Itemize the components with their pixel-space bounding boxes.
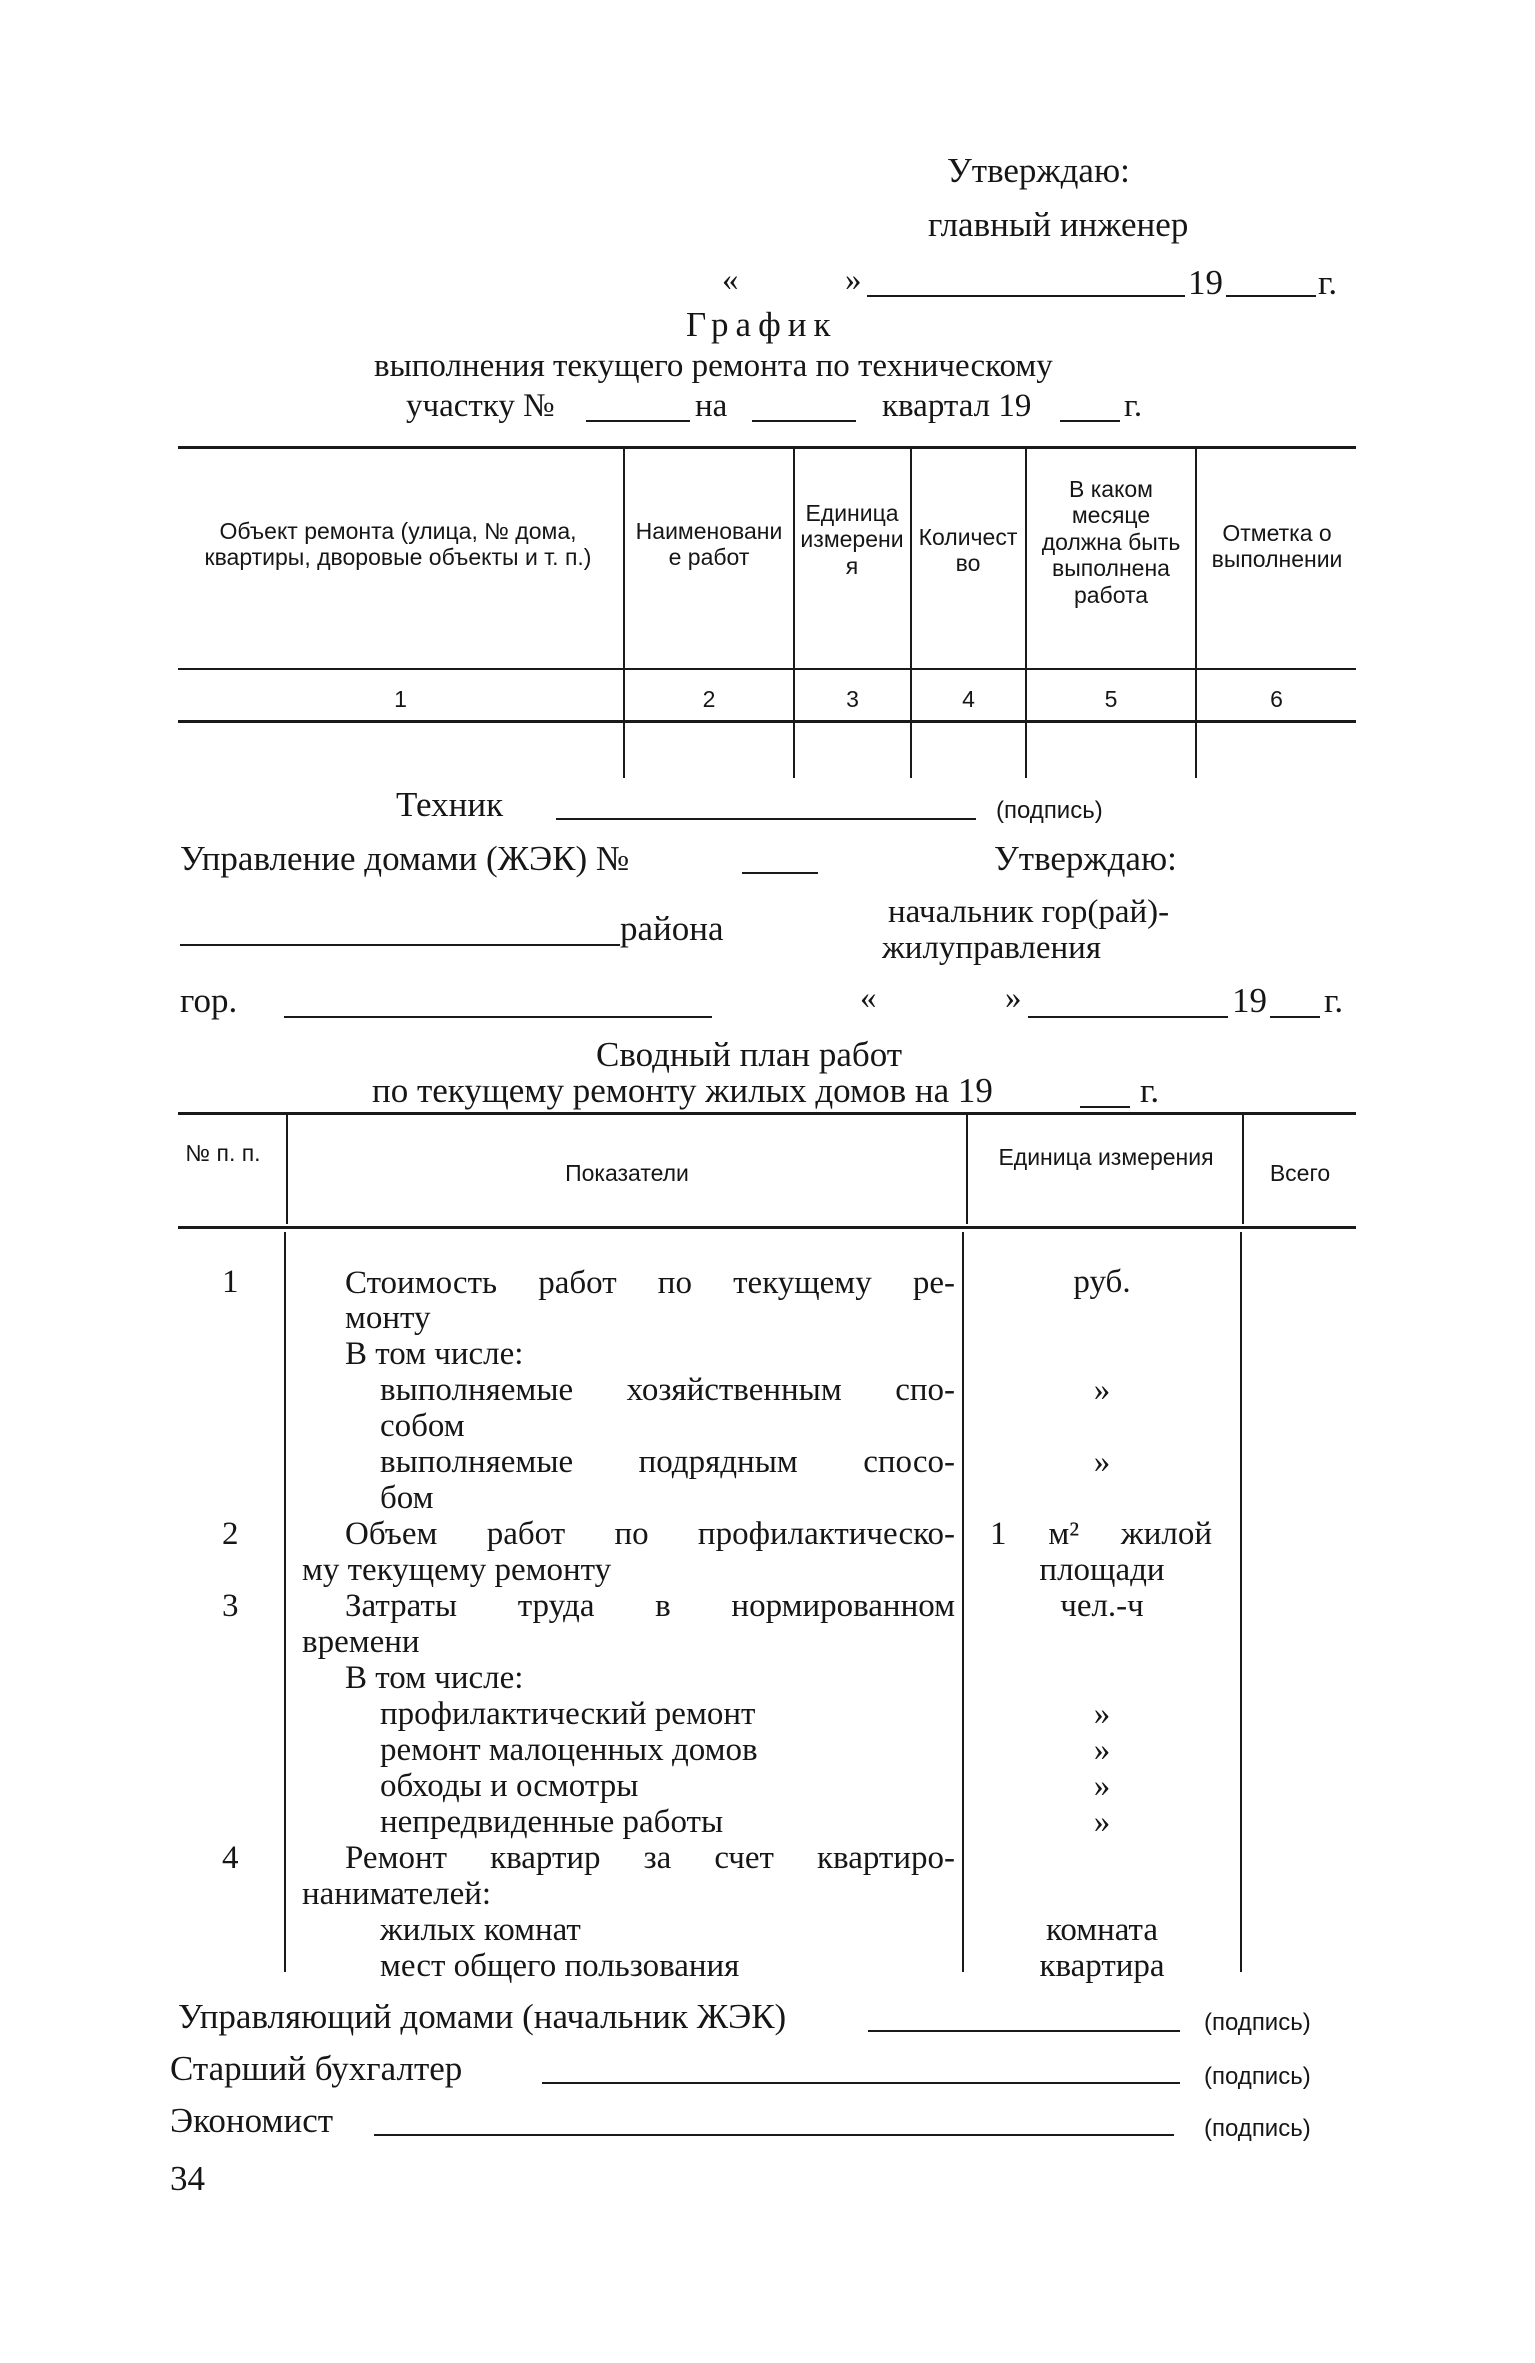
schedule-col-divider: [623, 448, 625, 778]
quarter-blank[interactable]: [752, 420, 856, 422]
manager-signature-blank[interactable]: [868, 2030, 1180, 2032]
row-unit: руб.: [1073, 1264, 1131, 1300]
row-text: нанимателей:: [302, 1876, 492, 1912]
schedule-col-divider: [793, 448, 795, 778]
summary-header-indicators: Показатели: [565, 1160, 689, 1186]
schedule-col-divider: [1025, 448, 1027, 778]
row-text: времени: [302, 1624, 420, 1660]
row-text: Ремонт квартир за счет квартиро-: [345, 1840, 955, 1876]
schedule-col-num-4: 4: [962, 686, 975, 712]
row-text: Стоимость работ по текущему ре-: [345, 1265, 955, 1301]
row-text: му текущему ремонту: [302, 1552, 612, 1588]
housing-quote-close: »: [1005, 980, 1022, 1016]
housing-mgmt-number-blank[interactable]: [742, 872, 818, 874]
summary-header-unit: Единица измерения: [998, 1144, 1214, 1170]
row-text: выполняемые подрядным спосо-: [380, 1444, 955, 1480]
schedule-col-num-5: 5: [1104, 686, 1118, 712]
schedule-numbers-rule: [178, 720, 1356, 723]
housing-mgmt-label: Управление домами (ЖЭК) №: [180, 839, 630, 878]
housing-approve-position-2: жилуправления: [882, 930, 1101, 966]
schedule-col-divider: [910, 448, 912, 778]
approval-year-suffix: г.: [1318, 263, 1338, 302]
row-text: непредвиденные работы: [380, 1804, 724, 1840]
row-number: 4: [222, 1840, 239, 1876]
accountant-signature-blank[interactable]: [542, 2082, 1180, 2084]
manager-signature-label: (подпись): [1204, 2009, 1311, 2036]
row-text: мест общего пользования: [380, 1948, 740, 1984]
city-blank[interactable]: [284, 1016, 712, 1018]
schedule-col-num-3: 3: [846, 686, 859, 712]
row-text: профилактический ремонт: [380, 1696, 756, 1732]
row-text: монту: [345, 1300, 431, 1336]
row-unit: »: [1093, 1372, 1111, 1408]
summary-title-1: Сводный план работ: [596, 1035, 903, 1074]
summary-title-2-end: г.: [1140, 1071, 1160, 1110]
summary-title-2: по текущему ремонту жилых домов на 19: [372, 1071, 993, 1110]
row-unit: комната: [1045, 1912, 1159, 1948]
technician-signature-blank[interactable]: [556, 818, 976, 820]
manager-role: Управляющий домами (начальник ЖЭК): [178, 1997, 787, 2036]
row-unit: площади: [1039, 1552, 1165, 1588]
schedule-col-header-5: В каком месяце должна быть выполнена работа: [1041, 476, 1181, 608]
page-number: 34: [170, 2159, 205, 2198]
city-label: гор.: [180, 981, 238, 1020]
technician-label: Техник: [396, 785, 504, 824]
schedule-col-header-4: Количество: [918, 524, 1018, 577]
schedule-col-header-2: Наименование работ: [635, 518, 783, 571]
summary-col-divider: [966, 1114, 968, 1224]
accountant-role: Старший бухгалтер: [170, 2049, 463, 2088]
housing-year-prefix: 19: [1232, 981, 1267, 1020]
accountant-signature-label: (подпись): [1204, 2063, 1311, 2090]
housing-approve-title: Утверждаю:: [994, 839, 1177, 878]
approval-quote-open: «: [722, 262, 739, 298]
summary-table-top-rule: [178, 1112, 1356, 1115]
schedule-subtitle-2d: г.: [1124, 388, 1143, 424]
technician-signature-label: (подпись): [996, 797, 1103, 824]
approval-title: Утверждаю:: [947, 151, 1130, 190]
summary-col-divider: [1240, 1232, 1242, 1972]
schedule-table-top-rule: [178, 446, 1356, 449]
row-unit: чел.-ч: [1060, 1588, 1144, 1624]
row-number: 2: [222, 1516, 239, 1552]
housing-year-blank[interactable]: [1270, 1016, 1320, 1018]
schedule-col-num-2: 2: [702, 686, 716, 712]
approval-year-prefix: 19: [1188, 263, 1223, 302]
row-unit: »: [1093, 1732, 1111, 1768]
quarter-year-blank[interactable]: [1060, 420, 1120, 422]
summary-col-divider: [284, 1232, 286, 1972]
housing-quote-open: «: [860, 980, 877, 1016]
economist-role: Экономист: [170, 2101, 334, 2140]
row-unit: »: [1093, 1804, 1111, 1840]
schedule-col-num-6: 6: [1270, 686, 1283, 712]
summary-header-rule: [178, 1226, 1356, 1229]
schedule-col-num-1: 1: [394, 686, 407, 712]
row-unit: »: [1093, 1444, 1111, 1480]
row-unit: 1 м² жилой: [990, 1516, 1212, 1552]
row-unit: »: [1093, 1696, 1111, 1732]
approval-quote-close: »: [845, 262, 862, 298]
row-text: Объем работ по профилактическо-: [345, 1516, 955, 1552]
row-unit: »: [1093, 1768, 1111, 1804]
approval-year-blank[interactable]: [1226, 295, 1316, 297]
schedule-title: График: [686, 305, 838, 344]
housing-approve-position-1: начальник гор(рай)-: [888, 894, 1170, 930]
schedule-subtitle-2a: участку №: [406, 388, 555, 424]
row-number: 1: [222, 1264, 239, 1300]
row-text: бом: [380, 1480, 434, 1516]
section-number-blank[interactable]: [586, 420, 690, 422]
approval-position: главный инженер: [928, 205, 1189, 244]
economist-signature-label: (подпись): [1204, 2115, 1311, 2142]
schedule-col-header-3: Единица измерения: [800, 500, 904, 579]
schedule-col-header-6: Отметка о выполнении: [1211, 520, 1343, 573]
row-text: собом: [380, 1408, 465, 1444]
schedule-subtitle-1: выполнения текущего ремонта по техническому: [374, 348, 1053, 384]
summary-year-blank[interactable]: [1080, 1106, 1130, 1108]
schedule-subtitle-2b: на: [695, 388, 728, 424]
row-text: В том числе:: [345, 1660, 524, 1696]
district-label: района: [620, 909, 724, 948]
schedule-col-header-1: Объект ремонта (улица, № дома, квартиры, дворовые объекты и т. п.): [204, 518, 592, 571]
row-number: 3: [222, 1588, 239, 1624]
row-text: обходы и осмотры: [380, 1768, 639, 1804]
schedule-col-divider: [1195, 448, 1197, 778]
row-text: В том числе:: [345, 1336, 524, 1372]
row-unit: квартира: [1039, 1948, 1165, 1984]
housing-year-suffix: г.: [1324, 981, 1344, 1020]
row-text: жилых комнат: [380, 1912, 581, 1948]
schedule-header-rule: [178, 668, 1356, 670]
economist-signature-blank[interactable]: [374, 2134, 1174, 2136]
summary-header-num: № п. п.: [185, 1140, 261, 1166]
row-text: выполняемые хозяйственным спо-: [380, 1372, 955, 1408]
summary-header-total: Всего: [1269, 1160, 1331, 1186]
approval-date-blank[interactable]: [867, 295, 1185, 297]
schedule-subtitle-2c: квартал 19: [882, 388, 1032, 424]
housing-date-blank[interactable]: [1028, 1016, 1228, 1018]
district-blank[interactable]: [180, 944, 620, 946]
row-text: Затраты труда в нормированном: [345, 1588, 955, 1624]
row-text: ремонт малоценных домов: [380, 1732, 758, 1768]
